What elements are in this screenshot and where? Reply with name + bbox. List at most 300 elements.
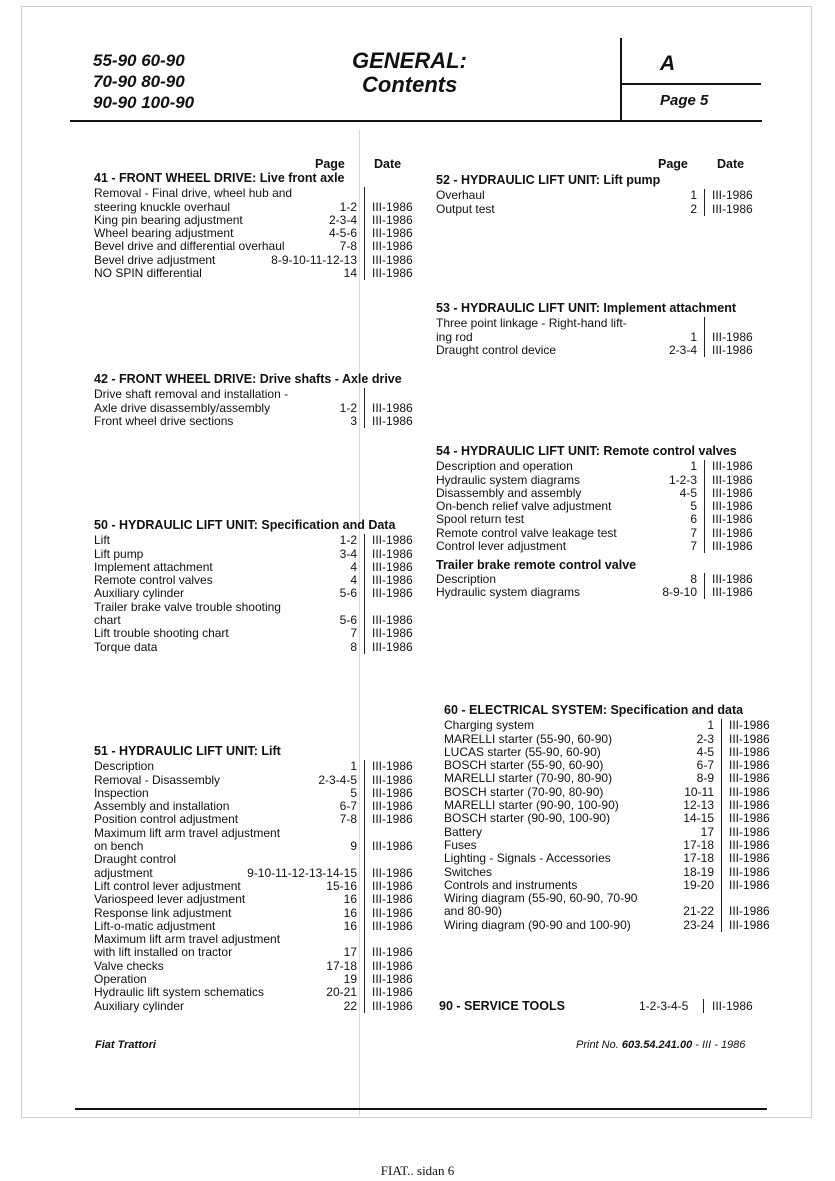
date-column-header: Date: [717, 157, 745, 171]
contents-entry: [436, 189, 772, 202]
entry-description: Draught control device: [436, 342, 557, 357]
entry-date: [364, 388, 427, 401]
publisher-name: Fiat Trattori: [95, 1039, 156, 1051]
entry-date: III-1986: [704, 460, 772, 473]
entry-description: adjustment: [94, 865, 153, 880]
entry-description: Lighting - Signals - Accessories: [444, 851, 611, 866]
entry-page: 7-8: [339, 239, 357, 254]
entry-page: 1: [690, 188, 697, 203]
header-divider: [620, 83, 761, 85]
entry-description: on bench: [94, 839, 144, 854]
entry-date: III-1986: [721, 852, 781, 865]
section-title: 51 - HYDRAULIC LIFT UNIT: Lift: [94, 744, 281, 758]
header-rule: [70, 120, 762, 122]
entry-date: III-1986: [721, 799, 781, 812]
contents-entry: [94, 800, 427, 813]
entry-description: Remote control valves: [94, 573, 213, 588]
entry-date: III-1986: [704, 513, 772, 526]
contents-entry: [436, 573, 772, 586]
entry-date: III-1986: [721, 839, 781, 852]
entry-page: 3-4: [339, 546, 357, 561]
entry-date: [364, 601, 427, 614]
entry-description: Implement attachment: [94, 559, 213, 574]
entry-date: III-1986: [364, 813, 427, 826]
entry-page: 8-9-10: [662, 584, 697, 599]
entry-date: III-1986: [704, 474, 772, 487]
entry-description: Lift control lever adjustment: [94, 878, 241, 893]
contents-entry: [444, 905, 781, 918]
contents-entry: [436, 460, 772, 473]
section-title: 52 - HYDRAULIC LIFT UNIT: Lift pump: [436, 173, 661, 187]
contents-entry: [94, 867, 427, 880]
entry-date: III-1986: [704, 527, 772, 540]
entry-description: Description: [436, 571, 497, 586]
entry-page: 3: [350, 413, 357, 428]
contents-entry: [444, 879, 781, 892]
entry-date: [364, 933, 427, 946]
entry-page: 17-18: [683, 837, 714, 852]
contents-entry: [436, 331, 772, 344]
entry-description: chart: [94, 613, 121, 628]
entry-page: 20-21: [326, 985, 357, 1000]
entry-date: III-1986: [364, 880, 427, 893]
contents-entry: [94, 1000, 427, 1013]
entry-description: Hydraulic lift system schematics: [94, 985, 265, 1000]
entry-page: 7: [690, 539, 697, 554]
contents-entry: [94, 827, 427, 840]
contents-entry: [94, 813, 427, 826]
footer-rule: [75, 1108, 767, 1110]
section-title: 42 - FRONT WHEEL DRIVE: Drive shafts - Axle drive: [94, 372, 402, 386]
section-title: 60 - ELECTRICAL SYSTEM: Specification and data: [444, 703, 744, 717]
entry-description: Operation: [94, 972, 147, 987]
entry-page: 8: [350, 639, 357, 654]
contents-entry: [94, 601, 427, 614]
entry-page: 4: [350, 559, 357, 574]
contents-entry: [94, 641, 427, 654]
entry-description: Hydraulic system diagrams: [436, 584, 581, 599]
entry-date: III-1986: [364, 960, 427, 973]
contents-entry: [94, 933, 427, 946]
entry-date: [704, 317, 772, 330]
contents-entry: [436, 586, 772, 599]
entry-description: Fuses: [444, 837, 477, 852]
entry-date: III-1986: [364, 973, 427, 986]
entry-date: III-1986: [704, 189, 772, 202]
entry-page: 8: [690, 571, 697, 586]
entry-page: 12-13: [683, 798, 714, 813]
entry-date: III-1986: [364, 254, 427, 267]
entry-page: 7: [350, 626, 357, 641]
entry-date: III-1986: [704, 500, 772, 513]
entry-description: Drive shaft removal and installation -: [94, 387, 289, 402]
entry-page: 7-8: [339, 812, 357, 827]
contents-entry: [94, 907, 427, 920]
entry-date: III-1986: [364, 946, 427, 959]
entry-page: 2-3: [696, 731, 714, 746]
entry-page: [656, 892, 721, 905]
contents-entry: [444, 839, 781, 852]
entry-page: 5: [690, 499, 697, 514]
entry-description: Draught control: [94, 852, 177, 867]
page-column-header: Page: [658, 157, 688, 171]
entry-page: 1: [690, 329, 697, 344]
entry-description: Description and operation: [436, 459, 573, 474]
entry-description: Assembly and installation: [94, 799, 230, 814]
entry-description: Description: [94, 759, 155, 774]
entry-description: Removal - Final drive, wheel hub and: [94, 186, 293, 201]
contents-entry: [94, 227, 427, 240]
contents-entry: [444, 719, 781, 732]
model-line: 70-90 80-90: [93, 72, 185, 91]
entry-date: III-1986: [364, 201, 427, 214]
page-title: [352, 49, 467, 97]
entry-date: III-1986: [704, 586, 772, 599]
entry-date: III-1986: [704, 573, 772, 586]
contents-entry: [444, 772, 781, 785]
contents-entry: [444, 852, 781, 865]
entry-description: Variospeed lever adjustment: [94, 892, 246, 907]
entry-page: 2: [690, 201, 697, 216]
entry-description: Three point linkage - Right-hand lift-: [436, 316, 627, 331]
entry-page: 2-3-4-5: [318, 772, 357, 787]
title-line-2: Contents: [362, 72, 458, 97]
entry-page: 18-19: [683, 864, 714, 879]
entry-description: MARELLI starter (55-90, 60-90): [444, 731, 613, 746]
entry-description: ing rod: [436, 329, 473, 344]
contents-entry: [94, 760, 427, 773]
entry-page: 4: [350, 573, 357, 588]
section-53: [436, 302, 772, 357]
entry-description: Maximum lift arm travel adjustment: [94, 825, 281, 840]
entry-page: 2-3-4: [328, 212, 357, 227]
print-number: [576, 1039, 745, 1051]
contents-entry: [94, 853, 427, 866]
entry-page: 6-7: [339, 799, 357, 814]
entry-date: III-1986: [364, 641, 427, 654]
contents-entry: [94, 415, 427, 428]
model-line: 55-90 60-90: [93, 51, 185, 70]
entry-date: III-1986: [704, 331, 772, 344]
entry-description: Position control adjustment: [94, 812, 239, 827]
entry-date: III-1986: [364, 986, 427, 999]
contents-entry: [94, 627, 427, 640]
contents-entry: [94, 946, 427, 959]
entry-date: III-1986: [364, 627, 427, 640]
entry-page: 16: [343, 892, 357, 907]
section-60: [444, 704, 781, 932]
entry-date: III-1986: [364, 893, 427, 906]
entry-page: 17-18: [326, 958, 357, 973]
contents-entry: [444, 812, 781, 825]
contents-entry: [94, 548, 427, 561]
contents-entry: [94, 214, 427, 227]
entry-description: LUCAS starter (55-90, 60-90): [444, 744, 601, 759]
section-title: 53 - HYDRAULIC LIFT UNIT: Implement attachment: [436, 301, 737, 315]
entry-date: III-1986: [364, 548, 427, 561]
entry-description: Hydraulic system diagrams: [436, 472, 581, 487]
entry-date: III-1986: [721, 826, 781, 839]
entry-date: [364, 187, 427, 200]
entry-page: 6: [690, 512, 697, 527]
contents-entry: [436, 317, 772, 330]
entry-description: Output test: [436, 201, 495, 216]
entry-description: Control lever adjustment: [436, 539, 567, 554]
entry-page: 4-5: [679, 485, 697, 500]
entry-description: Auxiliary cylinder: [94, 586, 185, 601]
entry-page: [312, 853, 364, 866]
entry-date: III-1986: [721, 746, 781, 759]
entry-page: 1: [690, 459, 697, 474]
entry-date: III-1986: [721, 905, 781, 918]
contents-entry: [94, 561, 427, 574]
entry-page: 14: [343, 266, 357, 281]
entry-page: 17: [343, 945, 357, 960]
entry-description: Disassembly and assembly: [436, 485, 582, 500]
entry-date: III-1986: [704, 487, 772, 500]
date-column-header: Date: [374, 157, 402, 171]
entry-date: III-1986: [721, 786, 781, 799]
entry-description: MARELLI starter (70-90, 80-90): [444, 771, 613, 786]
entry-description: Battery: [444, 824, 483, 839]
section-51: [94, 745, 427, 1013]
entry-description: NO SPIN differential: [94, 266, 202, 281]
entry-page: 22: [343, 998, 357, 1013]
entry-description: Inspection: [94, 785, 149, 800]
entry-date: III-1986: [364, 760, 427, 773]
entry-page: 6-7: [696, 758, 714, 773]
entry-description: Controls and instruments: [444, 877, 578, 892]
entry-date: III-1986: [704, 203, 772, 216]
entry-page: 2-3-4: [668, 342, 697, 357]
entry-description: Wiring diagram (90-90 and 100-90): [444, 917, 631, 932]
contents-entry: [94, 187, 427, 200]
entry-description: Remote control valve leakage test: [436, 525, 617, 540]
entry-date: [364, 853, 427, 866]
entry-date: III-1986: [721, 919, 781, 932]
entry-date: III-1986: [364, 240, 427, 253]
section-title: 50 - HYDRAULIC LIFT UNIT: Specification and Data: [94, 518, 396, 532]
entry-description: BOSCH starter (55-90, 60-90): [444, 758, 604, 773]
entry-page: 4-5: [696, 744, 714, 759]
contents-entry: [94, 893, 427, 906]
entry-date: III-1986: [364, 214, 427, 227]
contents-entry: [436, 513, 772, 526]
contents-entry: [94, 880, 427, 893]
entry-description: with lift installed on tractor: [94, 945, 233, 960]
entry-date: III-1986: [364, 774, 427, 787]
entry-page: [312, 388, 364, 401]
entry-date: III-1986: [364, 402, 427, 415]
contents-entry: [444, 746, 781, 759]
contents-entry: [94, 574, 427, 587]
entry-description: Torque data: [94, 639, 158, 654]
contents-entry: [94, 201, 427, 214]
entry-date: III-1986: [364, 920, 427, 933]
entry-page: 16: [343, 918, 357, 933]
section-title: 41 - FRONT WHEEL DRIVE: Live front axle: [94, 171, 345, 185]
entry-date: III-1986: [364, 867, 427, 880]
entry-date: III-1986: [721, 866, 781, 879]
entry-page: 7: [690, 525, 697, 540]
entry-description: Spool return test: [436, 512, 525, 527]
section-52: [436, 158, 772, 216]
entry-description: Auxiliary cylinder: [94, 998, 185, 1013]
scan-caption: FIAT.. sidan 6: [380, 1163, 455, 1178]
contents-entry: [436, 487, 772, 500]
entry-page: [642, 317, 704, 330]
service-tools-pages: 1-2-3-4-5: [639, 999, 689, 1013]
contents-entry: [444, 799, 781, 812]
entry-date: III-1986: [704, 344, 772, 357]
entry-page: [312, 187, 364, 200]
contents-entry: [94, 986, 427, 999]
entry-description: Front wheel drive sections: [94, 413, 234, 428]
entry-page: 17: [700, 824, 714, 839]
entry-description: Response link adjustment: [94, 905, 232, 920]
print-number-value: 603.54.241.00: [621, 1039, 693, 1051]
print-suffix: - III - 1986: [692, 1039, 746, 1051]
title-line-1: GENERAL:: [352, 48, 467, 73]
entry-page: 1-2: [339, 533, 357, 548]
page-number: Page 5: [660, 92, 709, 109]
entry-description: Lift-o-matic adjustment: [94, 918, 216, 933]
entry-page: 5: [350, 785, 357, 800]
entry-description: BOSCH starter (90-90, 100-90): [444, 811, 611, 826]
entry-date: III-1986: [364, 561, 427, 574]
entry-date: III-1986: [364, 907, 427, 920]
model-line: 90-90 100-90: [93, 93, 195, 112]
entry-page: 15-16: [326, 878, 357, 893]
entry-date: III-1986: [364, 800, 427, 813]
entry-page: 17-18: [683, 851, 714, 866]
entry-page: 9-10-11-12-13-14-15: [247, 865, 357, 880]
entry-page: 16: [343, 905, 357, 920]
entry-date: III-1986: [364, 415, 427, 428]
entry-page: 5-6: [339, 586, 357, 601]
entry-date: III-1986: [364, 534, 427, 547]
contents-entry: [444, 826, 781, 839]
contents-entry: [444, 759, 781, 772]
entry-date: III-1986: [364, 227, 427, 240]
entry-date: III-1986: [364, 587, 427, 600]
entry-page: 1-2: [339, 199, 357, 214]
entry-page: [312, 601, 364, 614]
entry-description: Lift: [94, 533, 111, 548]
entry-description: MARELLI starter (90-90, 100-90): [444, 798, 619, 813]
contents-entry: [444, 733, 781, 746]
contents-entry: [444, 919, 781, 932]
entry-date: III-1986: [721, 812, 781, 825]
entry-description: and 80-90): [444, 904, 503, 919]
contents-entry: [94, 960, 427, 973]
service-tools-title: 90 - SERVICE TOOLS: [439, 999, 565, 1013]
entry-page: 21-22: [683, 904, 714, 919]
entry-description: On-bench relief valve adjustment: [436, 499, 612, 514]
entry-page: 1: [350, 759, 357, 774]
contents-entry: [94, 534, 427, 547]
service-tools-date: III-1986: [703, 999, 753, 1013]
entry-description: Trailer brake valve trouble shooting: [94, 599, 281, 614]
entry-date: III-1986: [364, 840, 427, 853]
entry-description: Lift pump: [94, 546, 144, 561]
entry-page: [312, 933, 364, 946]
entry-description: Switches: [444, 864, 493, 879]
entry-description: Wheel bearing adjustment: [94, 226, 234, 241]
entry-page: 8-9-10-11-12-13: [271, 252, 357, 267]
contents-entry: [436, 500, 772, 513]
entry-page: 1-2: [339, 400, 357, 415]
entry-description: steering knuckle overhaul: [94, 199, 231, 214]
entry-page: 10-11: [684, 784, 714, 799]
entry-date: [364, 827, 427, 840]
section-50: [94, 519, 427, 654]
entry-date: III-1986: [721, 772, 781, 785]
section-41: [94, 158, 427, 280]
entry-description: Maximum lift arm travel adjustment: [94, 932, 281, 947]
entry-page: 23-24: [683, 917, 714, 932]
section-title: 54 - HYDRAULIC LIFT UNIT: Remote control valves: [436, 444, 737, 458]
contents-entry: [436, 540, 772, 553]
contents-entry: [94, 587, 427, 600]
entry-page: [312, 827, 364, 840]
entry-date: III-1986: [364, 1000, 427, 1013]
page-column-header: Page: [315, 157, 345, 171]
entry-description: Bevel drive and differential overhaul: [94, 239, 285, 254]
entry-page: 1: [707, 718, 714, 733]
contents-entry: [436, 203, 772, 216]
entry-page: 4-5-6: [328, 226, 357, 241]
entry-description: Bevel drive adjustment: [94, 252, 216, 267]
entry-page: 19: [343, 972, 357, 987]
subsection-title: Trailer brake remote control valve: [436, 558, 637, 573]
entry-date: III-1986: [364, 614, 427, 627]
entry-date: III-1986: [364, 574, 427, 587]
entry-date: III-1986: [721, 879, 781, 892]
entry-description: Wiring diagram (55-90, 60-90, 70-90: [444, 891, 638, 906]
contents-entry: [94, 774, 427, 787]
contents-entry: [94, 254, 427, 267]
contents-entry: [94, 402, 427, 415]
contents-entry: [94, 973, 427, 986]
section-54: [436, 445, 772, 599]
entry-date: [721, 892, 781, 905]
entry-date: III-1986: [721, 759, 781, 772]
entry-description: Removal - Disassembly: [94, 772, 221, 787]
entry-date: III-1986: [364, 787, 427, 800]
entry-description: Axle drive disassembly/assembly: [94, 400, 271, 415]
contents-entry: [94, 787, 427, 800]
contents-entry: [94, 388, 427, 401]
contents-entry: [436, 344, 772, 357]
entry-page: 9: [350, 839, 357, 854]
contents-entry: [444, 866, 781, 879]
entry-description: Charging system: [444, 718, 535, 733]
contents-entry: [94, 614, 427, 627]
contents-entry: [94, 240, 427, 253]
entry-date: III-1986: [721, 733, 781, 746]
contents-entry: [436, 474, 772, 487]
contents-entry: [444, 892, 781, 905]
entry-page: 19-20: [683, 877, 714, 892]
contents-entry: [94, 267, 427, 280]
entry-description: King pin bearing adjustment: [94, 212, 243, 227]
entry-page: 8-9: [696, 771, 714, 786]
entry-description: Overhaul: [436, 188, 485, 203]
entry-page: 1-2-3: [668, 472, 697, 487]
entry-description: Valve checks: [94, 958, 164, 973]
entry-date: III-1986: [364, 267, 427, 280]
